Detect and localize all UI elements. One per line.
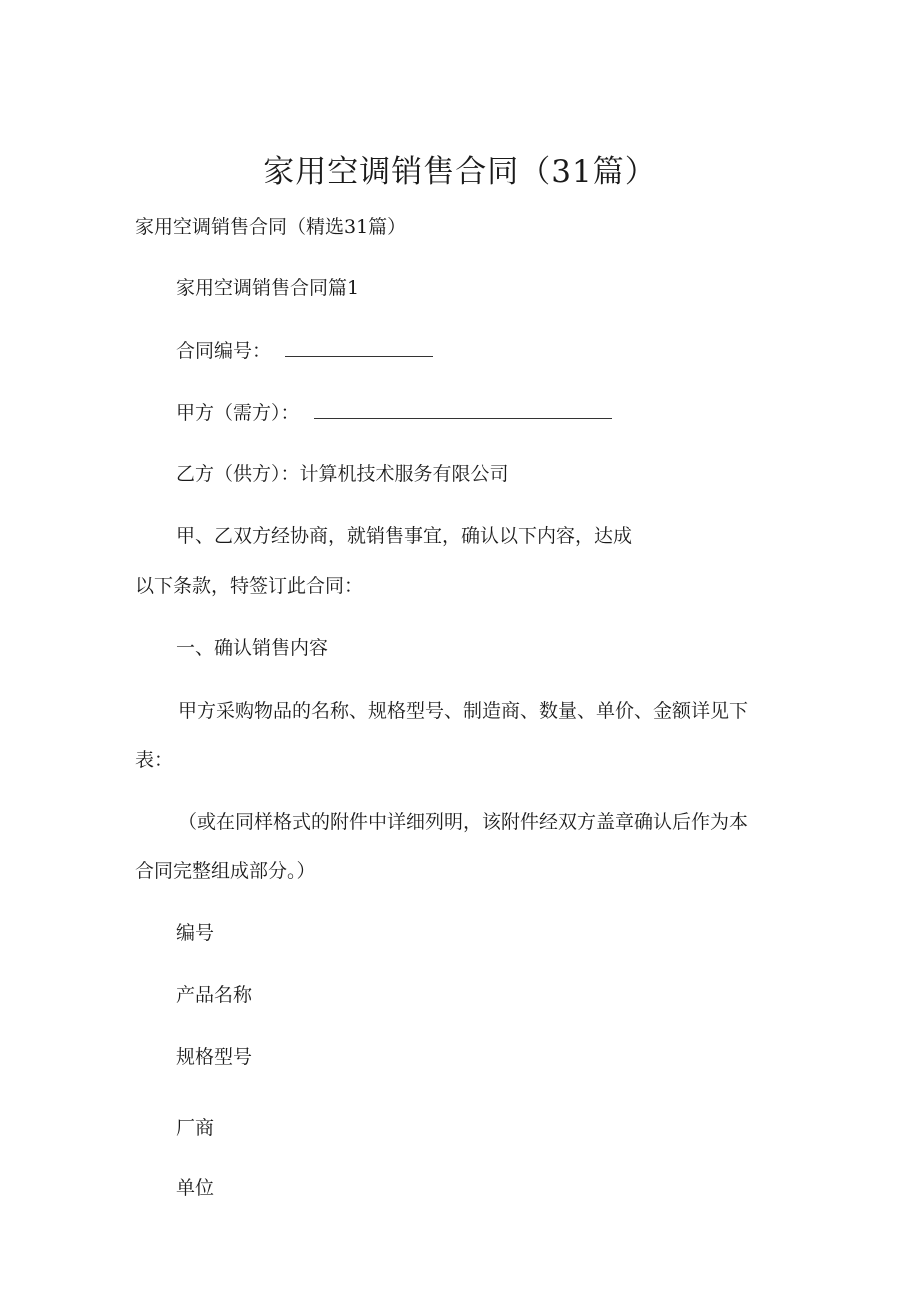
contract-number-label: 合同编号： [176, 340, 272, 362]
intro-line-1: 甲、乙双方经协商，就销售事宜，确认以下内容，达成 [176, 525, 633, 547]
table-field-unit: 单位 [176, 1177, 215, 1199]
contract-number-blank [285, 338, 433, 357]
clause1-text-line-1: 甲方采购物品的名称、规格型号、制造商、数量、单价、金额详见下 [178, 700, 749, 722]
clause1-note-line-1: （或在同样格式的附件中详细列明，该附件经双方盖章确认后作为本 [178, 811, 749, 833]
table-field-number: 编号 [176, 922, 215, 944]
table-field-manufacturer: 厂商 [176, 1117, 215, 1139]
document-title: 家用空调销售合同（31篇） [263, 154, 657, 190]
intro-line-2: 以下条款，特签订此合同： [135, 575, 364, 597]
table-field-product-name: 产品名称 [176, 984, 253, 1006]
clause1-note-line-2: 合同完整组成部分。） [135, 860, 316, 882]
contract-number-line [176, 338, 433, 363]
document-subtitle: 家用空调销售合同（精选31篇） [135, 216, 407, 238]
clause1-text-line-2: 表： [135, 749, 174, 771]
party-b-line: 乙方（供方）：计算机技术服务有限公司 [176, 463, 509, 485]
table-field-model: 规格型号 [176, 1046, 253, 1068]
party-a-line [176, 400, 612, 425]
party-a-blank [314, 400, 612, 419]
section-heading: 家用空调销售合同篇1 [176, 277, 360, 299]
party-a-label: 甲方（需方）： [176, 402, 300, 424]
clause1-heading: 一、确认销售内容 [176, 637, 329, 659]
